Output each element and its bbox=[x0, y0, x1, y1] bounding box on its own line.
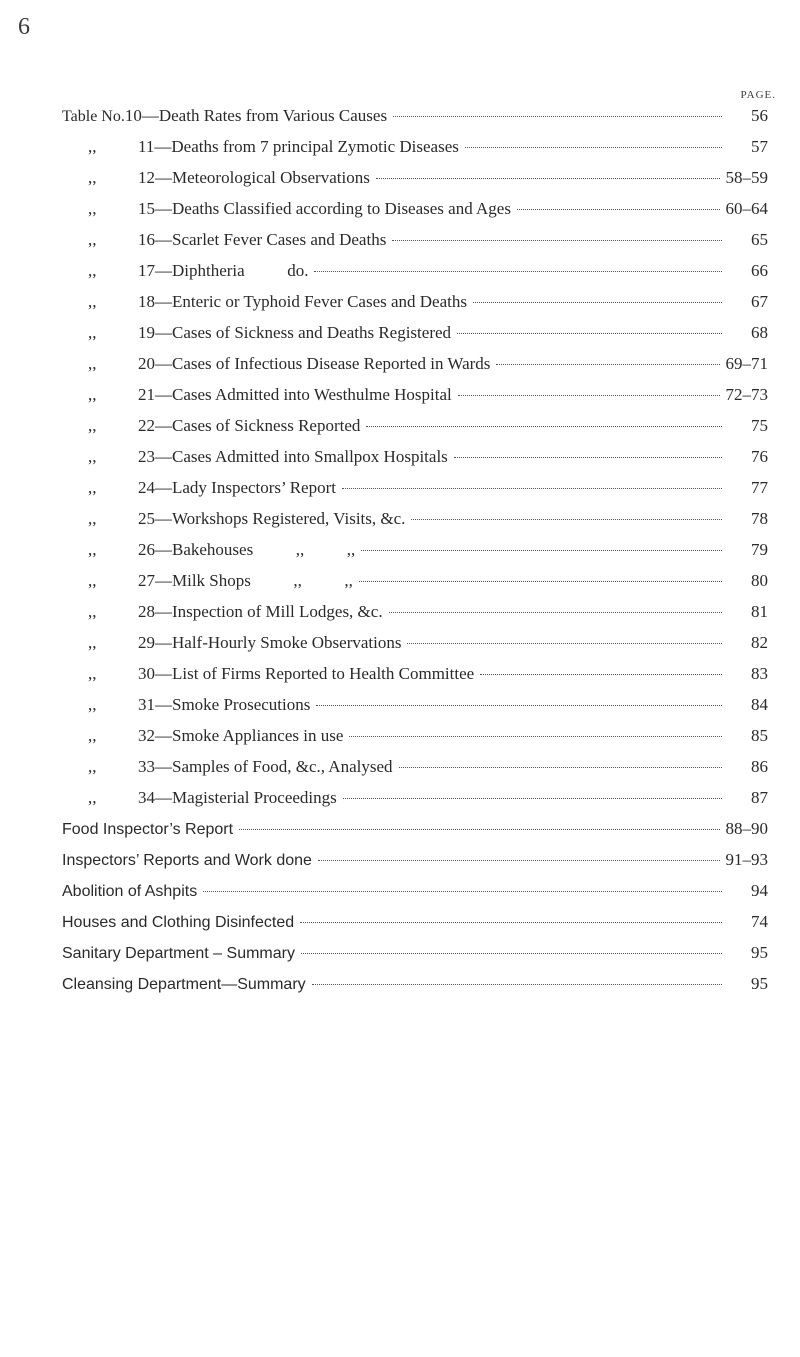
toc-entry bbox=[62, 137, 768, 168]
toc-entry-page: 58–59 bbox=[725, 168, 768, 187]
dot-leader bbox=[300, 922, 722, 923]
toc-entry-plain bbox=[62, 881, 768, 912]
toc-entry-page: 65 bbox=[751, 230, 768, 249]
toc-entry-page: 83 bbox=[751, 664, 768, 683]
page-column-header: PAGE. bbox=[740, 89, 776, 101]
toc-entry-label: 17—Diphtheria do. bbox=[138, 261, 309, 280]
toc-entry-plain bbox=[62, 943, 768, 974]
toc-entry-page: 56 bbox=[751, 106, 768, 125]
toc-entry-label: 11—Deaths from 7 principal Zymotic Diseases bbox=[138, 137, 459, 156]
toc-entry-page: 82 bbox=[751, 633, 768, 652]
toc-entry-page: 86 bbox=[751, 757, 768, 776]
toc-entry-page: 84 bbox=[751, 695, 768, 714]
toc-entry-page: 87 bbox=[751, 788, 768, 807]
dot-leader bbox=[343, 798, 722, 799]
toc-entry-label: 20—Cases of Infectious Disease Reported in Wards bbox=[138, 354, 491, 373]
ditto-mark: ,, bbox=[88, 509, 97, 528]
toc-entry-label: 24—Lady Inspectors’ Report bbox=[138, 478, 336, 497]
ditto-mark: ,, bbox=[88, 168, 97, 187]
dot-leader bbox=[392, 240, 722, 241]
toc-entry-page: 77 bbox=[751, 478, 768, 497]
toc-entry bbox=[62, 323, 768, 354]
toc-entry-page: 72–73 bbox=[725, 385, 768, 404]
ditto-mark: ,, bbox=[88, 292, 97, 311]
toc-entry bbox=[62, 199, 768, 230]
ditto-mark: ,, bbox=[88, 633, 97, 652]
toc-entry bbox=[62, 633, 768, 664]
ditto-mark: ,, bbox=[88, 540, 97, 559]
dot-leader bbox=[376, 178, 720, 179]
toc-entry-label: 33—Samples of Food, &c., Analysed bbox=[138, 757, 393, 776]
dot-leader bbox=[465, 147, 722, 148]
dot-leader bbox=[361, 550, 722, 551]
toc-entry-label: 31—Smoke Prosecutions bbox=[138, 695, 311, 714]
toc-entry-label: 32—Smoke Appliances in use bbox=[138, 726, 344, 745]
toc-entry-page: 75 bbox=[751, 416, 768, 435]
toc-entry-label: 25—Workshops Registered, Visits, &c. bbox=[138, 509, 406, 528]
toc-entry-page: 66 bbox=[751, 261, 768, 280]
toc-entry-label: 18—Enteric or Typhoid Fever Cases and Deaths bbox=[138, 292, 467, 311]
toc-entry bbox=[62, 168, 768, 199]
toc-entry bbox=[62, 447, 768, 478]
toc-entry-label: 26—Bakehouses ,, ,, bbox=[138, 540, 356, 559]
toc-entry-page: 94 bbox=[751, 881, 768, 900]
ditto-mark: ,, bbox=[88, 137, 97, 156]
dot-leader bbox=[517, 209, 720, 210]
toc-entry-page: 68 bbox=[751, 323, 768, 342]
toc-entry-label: 27—Milk Shops ,, ,, bbox=[138, 571, 353, 590]
toc-entry bbox=[62, 664, 768, 695]
toc-entry bbox=[62, 292, 768, 323]
dot-leader bbox=[359, 581, 722, 582]
dot-leader bbox=[480, 674, 722, 675]
toc-entry-label: 16—Scarlet Fever Cases and Deaths bbox=[138, 230, 387, 249]
toc-entry bbox=[62, 416, 768, 447]
ditto-mark: ,, bbox=[88, 788, 97, 807]
toc-entry bbox=[62, 571, 768, 602]
toc-entry-page: 78 bbox=[751, 509, 768, 528]
toc-entry-label: Inspectors’ Reports and Work done bbox=[62, 852, 312, 869]
toc-entry-page: 69–71 bbox=[725, 354, 768, 373]
dot-leader bbox=[349, 736, 722, 737]
toc-entry-label: 12—Meteorological Observations bbox=[138, 168, 370, 187]
ditto-mark: ,, bbox=[88, 571, 97, 590]
toc-entry bbox=[62, 726, 768, 757]
ditto-mark: ,, bbox=[88, 757, 97, 776]
toc-entry-label: 15—Deaths Classified according to Diseases and Ages bbox=[138, 199, 511, 218]
toc-entry-label: 29—Half-Hourly Smoke Observations bbox=[138, 633, 402, 652]
toc-entry-page: 74 bbox=[751, 912, 768, 931]
dot-leader bbox=[407, 643, 722, 644]
toc-entry bbox=[62, 540, 768, 571]
toc-entry-page: 60–64 bbox=[725, 199, 768, 218]
ditto-mark: ,, bbox=[88, 323, 97, 342]
toc-entry-label: 30—List of Firms Reported to Health Committee bbox=[138, 664, 475, 683]
table-of-contents bbox=[62, 106, 768, 1005]
toc-entry-label: 28—Inspection of Mill Lodges, &c. bbox=[138, 602, 383, 621]
dot-leader bbox=[458, 395, 720, 396]
toc-entry-label: 19—Cases of Sickness and Deaths Registered bbox=[138, 323, 452, 342]
dot-leader bbox=[399, 767, 722, 768]
toc-entry bbox=[62, 261, 768, 292]
table-number-lead: Table No. bbox=[62, 108, 125, 125]
toc-entry bbox=[62, 478, 768, 509]
toc-entry-label: Abolition of Ashpits bbox=[62, 883, 198, 900]
toc-entry-page: 57 bbox=[751, 137, 768, 156]
dot-leader bbox=[312, 984, 722, 985]
dot-leader bbox=[301, 953, 722, 954]
dot-leader bbox=[342, 488, 722, 489]
toc-entry-label: 23—Cases Admitted into Smallpox Hospitals bbox=[138, 447, 448, 466]
toc-entry-label: Sanitary Department – Summary bbox=[62, 945, 295, 962]
toc-entry-page: 76 bbox=[751, 447, 768, 466]
ditto-mark: ,, bbox=[88, 354, 97, 373]
toc-entry bbox=[62, 602, 768, 633]
dot-leader bbox=[203, 891, 722, 892]
toc-entry-plain bbox=[62, 974, 768, 1005]
ditto-mark: ,, bbox=[88, 230, 97, 249]
toc-entry bbox=[62, 106, 768, 137]
toc-entry-label: 34—Magisterial Proceedings bbox=[138, 788, 337, 807]
toc-entry-page: 85 bbox=[751, 726, 768, 745]
toc-entry-page: 95 bbox=[751, 974, 768, 993]
dot-leader bbox=[389, 612, 722, 613]
ditto-mark: ,, bbox=[88, 664, 97, 683]
dot-leader bbox=[318, 860, 720, 861]
ditto-mark: ,, bbox=[88, 726, 97, 745]
toc-entry bbox=[62, 695, 768, 726]
dot-leader bbox=[457, 333, 722, 334]
toc-entry-label: 10—Death Rates from Various Causes bbox=[124, 106, 388, 125]
dot-leader bbox=[366, 426, 722, 427]
dot-leader bbox=[411, 519, 722, 520]
toc-entry-label: 22—Cases of Sickness Reported bbox=[138, 416, 361, 435]
toc-entry bbox=[62, 509, 768, 540]
toc-entry-plain bbox=[62, 912, 768, 943]
toc-entry-plain bbox=[62, 819, 768, 850]
toc-entry-label: Cleansing Department—Summary bbox=[62, 976, 306, 993]
dot-leader bbox=[454, 457, 722, 458]
dot-leader bbox=[496, 364, 719, 365]
dot-leader bbox=[314, 271, 722, 272]
dot-leader bbox=[239, 829, 719, 830]
ditto-mark: ,, bbox=[88, 478, 97, 497]
dot-leader bbox=[316, 705, 722, 706]
toc-entry bbox=[62, 230, 768, 261]
dot-leader bbox=[393, 116, 722, 117]
ditto-mark: ,, bbox=[88, 695, 97, 714]
dot-leader bbox=[473, 302, 722, 303]
page-number: 6 bbox=[18, 14, 30, 40]
ditto-mark: ,, bbox=[88, 416, 97, 435]
toc-entry-page: 91–93 bbox=[725, 850, 768, 869]
toc-entry bbox=[62, 354, 768, 385]
toc-entry-page: 80 bbox=[751, 571, 768, 590]
ditto-mark: ,, bbox=[88, 385, 97, 404]
toc-entry bbox=[62, 788, 768, 819]
toc-entry-label: Food Inspector’s Report bbox=[62, 821, 234, 838]
toc-entry-page: 88–90 bbox=[725, 819, 768, 838]
ditto-mark: ,, bbox=[88, 602, 97, 621]
toc-entry-plain bbox=[62, 850, 768, 881]
ditto-mark: ,, bbox=[88, 447, 97, 466]
toc-entry-page: 79 bbox=[751, 540, 768, 559]
toc-entry bbox=[62, 385, 768, 416]
toc-entry-page: 67 bbox=[751, 292, 768, 311]
ditto-mark: ,, bbox=[88, 199, 97, 218]
toc-entry-page: 95 bbox=[751, 943, 768, 962]
toc-entry-page: 81 bbox=[751, 602, 768, 621]
toc-entry-label: 21—Cases Admitted into Westhulme Hospital bbox=[138, 385, 452, 404]
ditto-mark: ,, bbox=[88, 261, 97, 280]
toc-entry bbox=[62, 757, 768, 788]
toc-entry-label: Houses and Clothing Disinfected bbox=[62, 914, 295, 931]
